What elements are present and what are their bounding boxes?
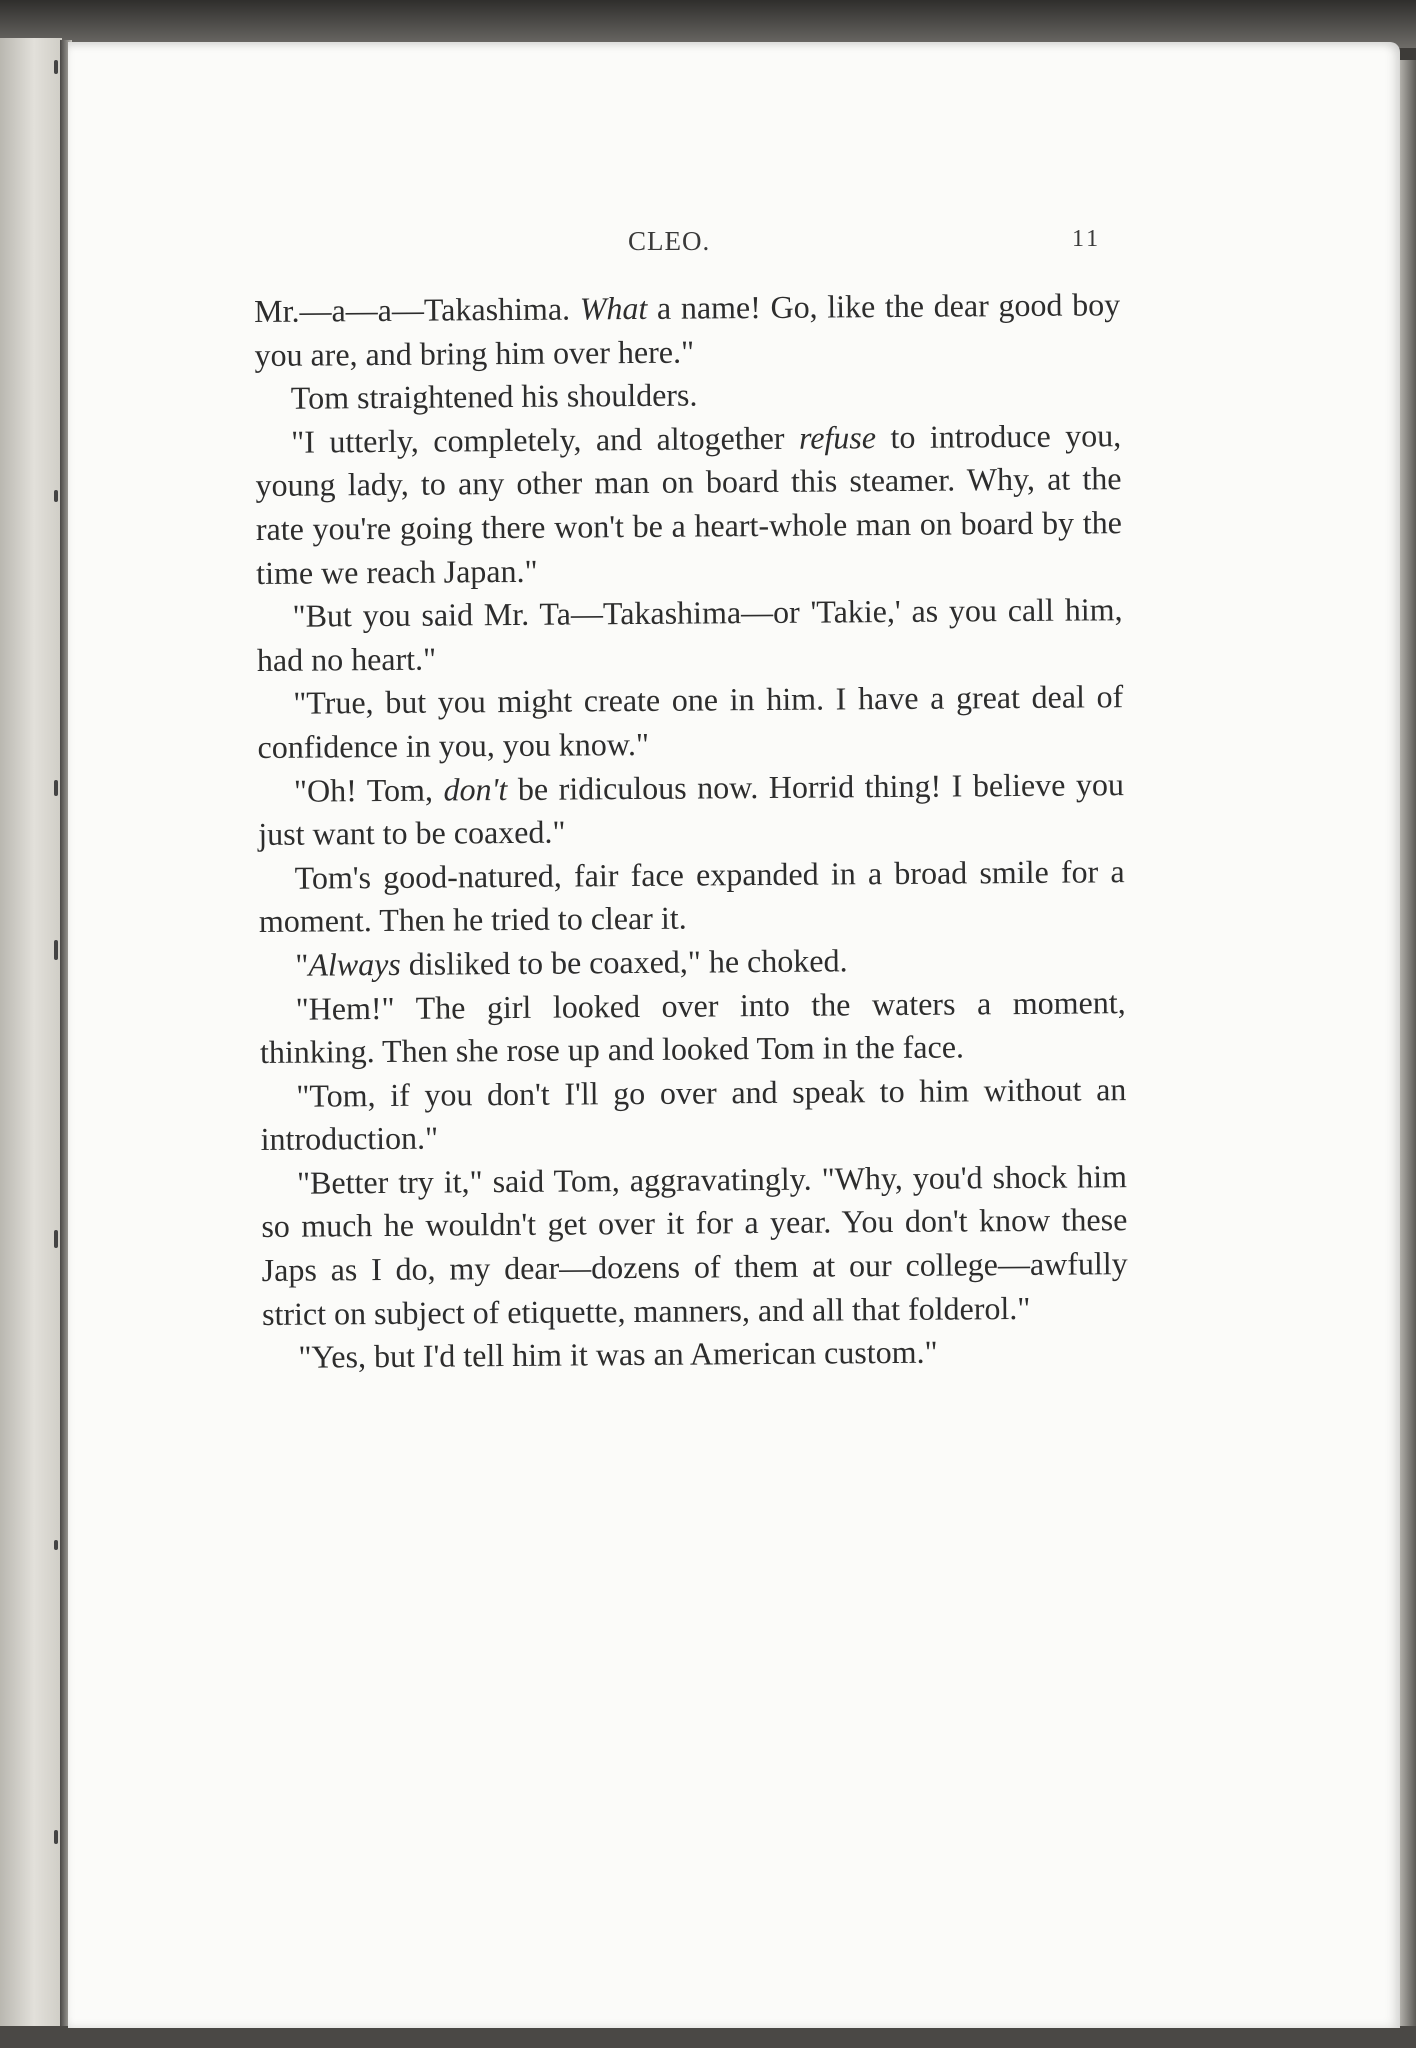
facing-page-edge [0, 38, 62, 2028]
paragraph: Tom straightened his shoulders. [290, 376, 698, 416]
paragraph: "Better try it," said Tom, aggravatingly. "Why, you'd shock him so much he wouldn't get over it for a year. You don't know these Japs as I do, my dear—dozens of them at our college—awfully strict on subject of etiquette, manners, and all that folderol." [261, 1158, 1128, 1332]
paragraph: Tom's good-natured, fair face expanded in a broad smile for a moment. Then he tried to clear it. [258, 852, 1125, 940]
scan-top-border [0, 0, 1416, 48]
paragraph: "True, but you might create one in him. I have a great deal of confidence in you, you know." [257, 678, 1124, 765]
running-head: CLEO. [628, 226, 711, 256]
body-text [254, 283, 1129, 1380]
paragraph: "Oh! Tom, don't be ridiculous now. Horrid thing! I believe you just want to be coaxed." [258, 765, 1125, 853]
paragraph: "I utterly, completely, and altogether refuse to introduce you, young lady, to any other man on board this steamer. Why, at the rate you're going there won't be a heart-whole man on board by the time we reach Japan." [255, 416, 1122, 591]
edge-mark [54, 1830, 58, 1844]
paragraph: Mr.—a—a—Takashima. What a name! Go, like the dear good boy you are, and bring him over here." [254, 286, 1121, 373]
edge-mark [54, 1540, 58, 1550]
edge-mark [54, 780, 58, 796]
paragraph: "But you said Mr. Ta—Takashima—or 'Takie,' as you call him, had no heart." [256, 591, 1123, 678]
paragraph: "Yes, but I'd tell him it was an American custom." [298, 1333, 938, 1375]
page-number: 11 [1072, 226, 1102, 252]
edge-mark [54, 60, 58, 74]
paragraph: "Tom, if you don't I'll go over and speak to him without an introduction." [260, 1070, 1127, 1158]
paragraph: "Hem!" The girl looked over into the waters a moment, thinking. Then she rose up and looked Tom in the face. [259, 983, 1126, 1071]
edge-mark [54, 490, 58, 502]
paragraph: "Always disliked to be coaxed," he choked. [295, 942, 848, 983]
edge-mark [54, 1230, 58, 1248]
edge-mark [54, 940, 58, 960]
scan-bottom-border [0, 2026, 1416, 2048]
